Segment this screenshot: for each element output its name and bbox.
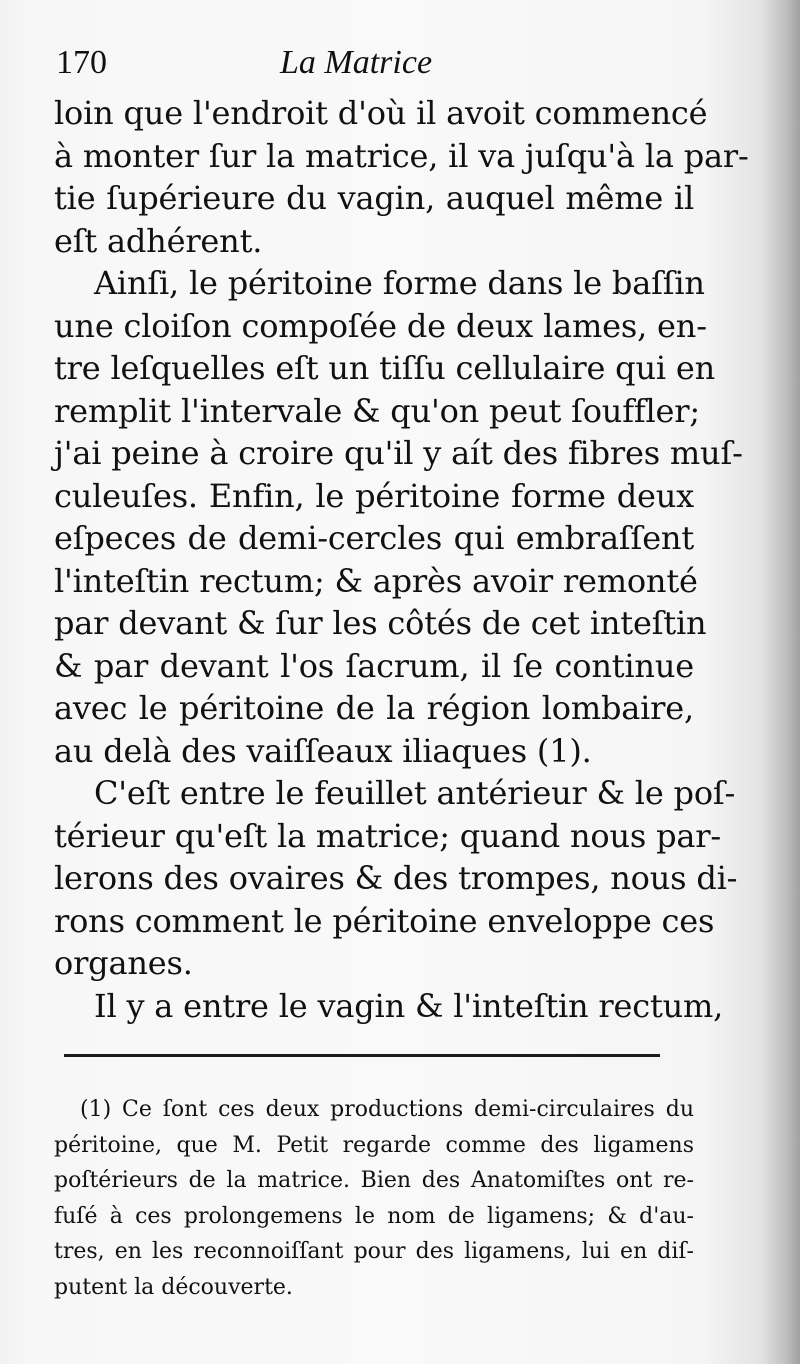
footnote-line: poſtérieurs de la matrice. Bien des Anatomiſtes ont re- (54, 1168, 694, 1193)
text-line: culeuſes. Enfin, le péritoine forme deux (54, 476, 694, 515)
text-line: Il y a entre le vagin & l'inteſtin rectum, (94, 986, 724, 1025)
footnote-line: tres, en les reconnoiſſant pour des ligamens, lui en diſ- (54, 1239, 694, 1264)
text-line: lerons des ovaires & des trompes, nous di- (54, 859, 738, 897)
footnote-rule (64, 1054, 660, 1057)
text-line: tie ſupérieure du vagin, auquel même il (54, 179, 694, 217)
footnote-line: fuſé à ces prolongemens le nom de ligamens; & d'au- (54, 1203, 694, 1229)
text-line: térieur qu'eſt la matrice; quand nous par- (54, 816, 721, 855)
body-text (54, 92, 749, 1027)
text-line: j'ai peine à croire qu'il y aít des fibres muſ- (54, 434, 743, 472)
text-line: & par devant l'os ſacrum, il ſe continue (54, 646, 694, 685)
footnote-line: putent la découverte. (54, 1274, 293, 1300)
text-line: organes. (54, 944, 193, 982)
spine-shadow (762, 0, 800, 1364)
running-head (56, 40, 696, 84)
text-line: tre leſquelles eſt un tiſſu cellulaire qui en (54, 349, 716, 387)
text-line: remplit l'intervale & qu'on peut ſouffler; (54, 391, 700, 430)
footnote (54, 1092, 694, 1305)
text-line: eſt adhérent. (54, 221, 263, 260)
text-line: l'inteſtin rectum; & après avoir remonté (54, 561, 698, 600)
text-line: loin que l'endroit d'où il avoit commencé (54, 94, 708, 132)
text-line: Ainſi, le péritoine forme dans le baſſin (94, 264, 705, 302)
text-line: une cloiſon compoſée de deux lames, en- (54, 306, 707, 345)
page-number: 170 (56, 44, 107, 81)
text-line: C'eſt entre le feuillet antérieur & le poſ- (94, 774, 736, 812)
footnote-line: (1) Ce ſont ces deux productions demi-circulaires du (80, 1097, 694, 1122)
text-line: à monter ſur la matrice, il va juſqu'à la par- (54, 136, 749, 175)
text-line: par devant & ſur les côtés de cet inteſtin (54, 604, 707, 642)
text-line: au delà des vaiſſeaux iliaques (1). (54, 731, 592, 770)
text-line: rons comment le péritoine enveloppe ces (54, 901, 715, 940)
footnote-line: péritoine, que M. Petit regarde comme des ligamens (54, 1132, 694, 1158)
running-title: La Matrice (280, 44, 433, 81)
text-line: eſpeces de demi-cercles qui embraſſent (54, 519, 694, 557)
text-line: avec le péritoine de la région lombaire, (54, 689, 694, 727)
